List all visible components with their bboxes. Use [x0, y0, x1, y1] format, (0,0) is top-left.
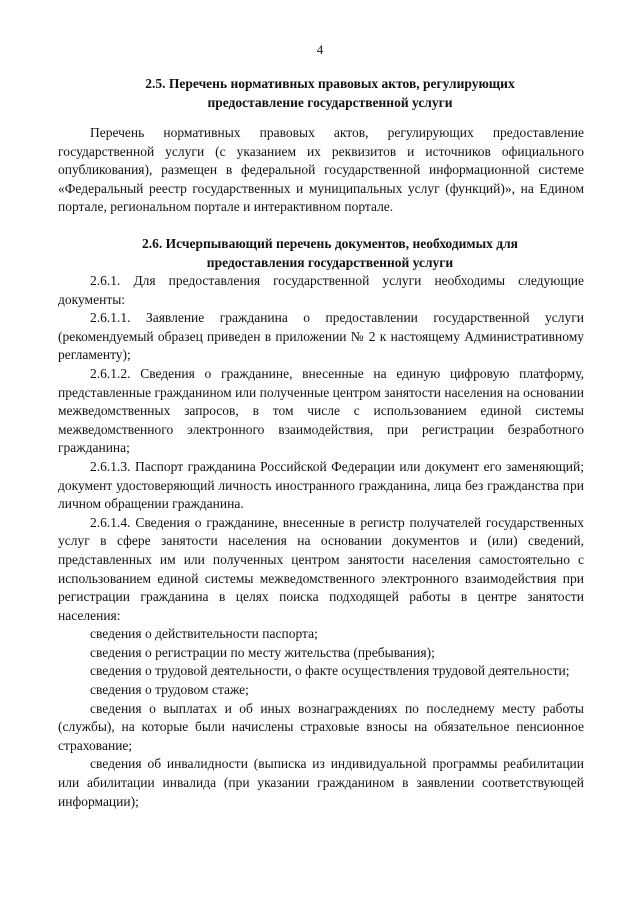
list-item-passport-validity: сведения о действительности паспорта; — [90, 626, 318, 642]
section-2-5-body — [58, 124, 584, 217]
paragraph-2-6-1-2: 2.6.1.2. Сведения о гражданине, внесенные на единую цифровую платформу, представленные гражданином или полученные центром занятости населения на основании межведомственных запросов, в том числе с использованием единой системы межведомственного электронного взаимодействия, при регистрации безработного гражданина; — [58, 365, 584, 456]
paragraph-2-6-1: 2.6.1. Для предоставления государственной услуги необходимы следующие документы: — [58, 273, 584, 307]
page-number: 4 — [316, 42, 324, 57]
list-item-registration: сведения о регистрации по месту жительства (пребывания); — [90, 644, 435, 660]
section-2-5-heading — [60, 74, 600, 112]
paragraph-2-6-1-1: 2.6.1.1. Заявление гражданина о предоставлении государственной услуги (рекомендуемый образец приведен в приложении № 2 к настоящему Административному регламенту); — [58, 310, 584, 363]
section-2-5-heading-line1: 2.5. Перечень нормативных правовых актов, регулирующих — [145, 76, 515, 91]
section-2-6-heading — [60, 234, 600, 272]
section-2-5-paragraph: Перечень нормативных правовых актов, регулирующих предоставление государственной услуги (с указанием их реквизитов и источников официального опубликования), размещен в федеральной государственной информационной системе «Федеральный реестр государственных и муниципальных услуг (функций)», на Едином портале, региональном портале и интерактивном портале. — [58, 125, 584, 215]
list-item-labor-activity: сведения о трудовой деятельности, о факте осуществления трудовой деятельности; — [90, 663, 570, 679]
section-2-5-heading-line2: предоставление государственной услуги — [207, 95, 453, 110]
list-item-payments: сведения о выплатах и об иных вознаграждениях по последнему месту работы (службы), на которые были начислены страховые взносы на обязательное пенсионное страхование; — [58, 700, 584, 753]
list-item-work-experience: сведения о трудовом стаже; — [90, 682, 249, 698]
paragraph-2-6-1-4: 2.6.1.4. Сведения о гражданине, внесенные в регистр получателей государственных услуг в сфере занятости населения на основании документов и (или) сведений, представленных им или полученных центром занятости населения самостоятельно с использованием единой системы межведомственного электронного взаимодействия при регистрации гражданина в целях поиска подходящей работы в центре занятости населения: — [58, 514, 584, 623]
section-2-6-heading-line1: 2.6. Исчерпывающий перечень документов, необходимых для — [142, 236, 518, 251]
paragraph-2-6-1-3: 2.6.1.3. Паспорт гражданина Российской Федерации или документ его заменяющий; документ удостоверяющий личность иностранного гражданина, лица без гражданства при личном обращении гражданина. — [58, 458, 584, 512]
section-2-6-body — [58, 272, 584, 811]
section-2-6-heading-line2: предоставления государственной услуги — [206, 255, 454, 270]
list-item-disability: сведения об инвалидности (выписка из индивидуальной программы реабилитации или абилитации инвалида (при указании гражданином в заявлении соответствующей информации); — [58, 756, 584, 809]
